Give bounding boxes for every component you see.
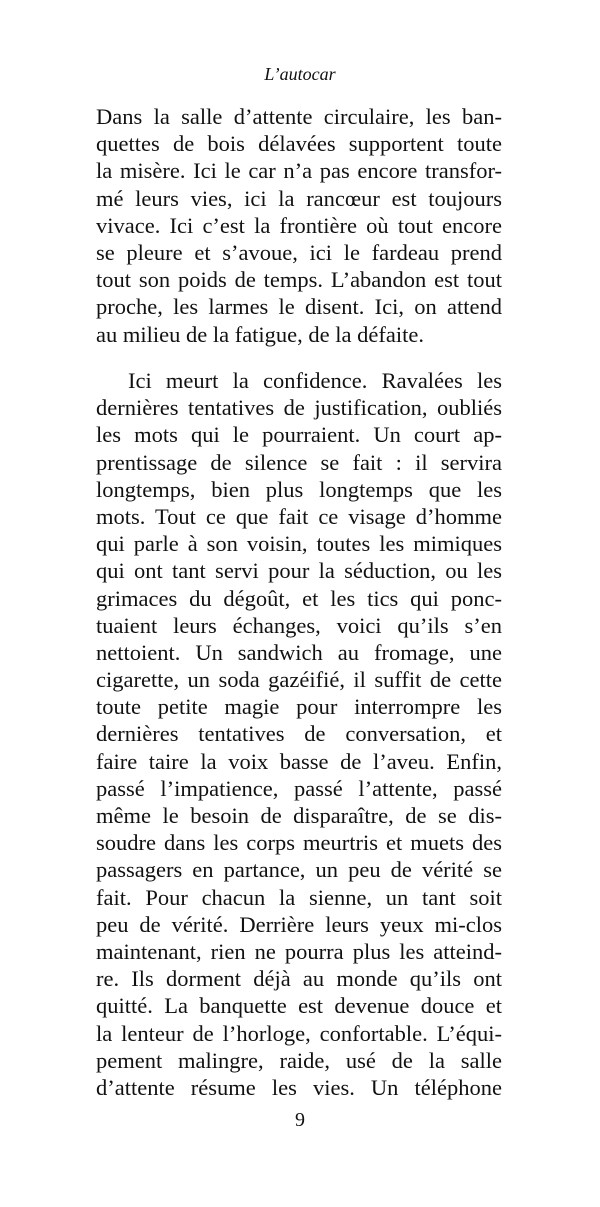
text-line: faire taire la voix basse de l’aveu. Enfin, bbox=[96, 748, 502, 774]
text-line: vivace. Ici c’est la frontière où tout encore bbox=[96, 212, 502, 238]
text-line: se pleure et s’avoue, ici le fardeau prend bbox=[96, 239, 502, 265]
text-line: mé leurs vies, ici la rancœur est toujours bbox=[96, 185, 502, 211]
text-line: peu de vérité. Derrière leurs yeux mi-clos bbox=[96, 911, 502, 937]
text-line: longtemps, bien plus longtemps que les bbox=[96, 476, 502, 502]
text-line: mots. Tout ce que fait ce visage d’homme bbox=[96, 503, 502, 529]
text-line: au milieu de la fatigue, de la défaite. bbox=[96, 321, 424, 347]
text-line: dernières tentatives de justification, oubliés bbox=[96, 395, 502, 421]
text-line: nettoient. Un sandwich au fromage, une bbox=[96, 639, 502, 665]
text-line: maintenant, rien ne pourra plus les atteind- bbox=[96, 938, 502, 964]
text-line: toute petite magie pour interrompre les bbox=[96, 694, 502, 720]
text-line: passagers en partance, un peu de vérité se bbox=[96, 857, 502, 883]
text-line: quettes de bois délavées supportent toute bbox=[96, 131, 502, 157]
text-line: passé l’impatience, passé l’attente, passé bbox=[96, 775, 502, 801]
text-line: fait. Pour chacun la sienne, un tant soit bbox=[96, 884, 502, 910]
text-line: Ici meurt la confidence. Ravalées les bbox=[128, 368, 502, 393]
text-line: quitté. La banquette est devenue douce et bbox=[96, 993, 502, 1019]
running-head: L’autocar bbox=[264, 64, 336, 84]
text-line: prentissage de silence se fait : il servira bbox=[96, 449, 502, 475]
text-line: tout son poids de temps. L’abandon est tout bbox=[96, 267, 502, 293]
text-line: tuaient leurs échanges, voici qu’ils s’en bbox=[96, 612, 502, 638]
text-line: re. Ils dorment déjà au monde qu’ils ont bbox=[96, 966, 502, 992]
text-line: les mots qui le pourraient. Un court ap- bbox=[96, 422, 502, 448]
text-line: la lenteur de l’horloge, confortable. L’équi- bbox=[96, 1020, 502, 1046]
paragraph-2 bbox=[96, 367, 502, 1101]
text-line: cigarette, un soda gazéifié, il suffit de cette bbox=[96, 667, 502, 693]
page-number: 9 bbox=[295, 1109, 305, 1131]
text-line: pement malingre, raide, usé de la salle bbox=[96, 1047, 502, 1073]
text-line: soudre dans les corps meurtris et muets des bbox=[96, 830, 502, 856]
text-line: proche, les larmes le disent. Ici, on attend bbox=[96, 294, 502, 320]
text-line: même le besoin de disparaître, de se dis- bbox=[96, 803, 502, 828]
paragraph-1 bbox=[96, 103, 502, 348]
text-line: la misère. Ici le car n’a pas encore transfor- bbox=[96, 158, 502, 184]
text-line: qui parle à son voisin, toutes les mimiques bbox=[96, 531, 502, 557]
text-line: dernières tentatives de conversation, et bbox=[96, 721, 502, 747]
text-line: qui ont tant servi pour la séduction, ou les bbox=[96, 558, 502, 584]
text-line: Dans la salle d’attente circulaire, les ban- bbox=[96, 104, 502, 129]
text-line: d’attente résume les vies. Un téléphone bbox=[96, 1074, 502, 1100]
text-line: grimaces du dégoût, et les tics qui ponc- bbox=[96, 585, 502, 611]
